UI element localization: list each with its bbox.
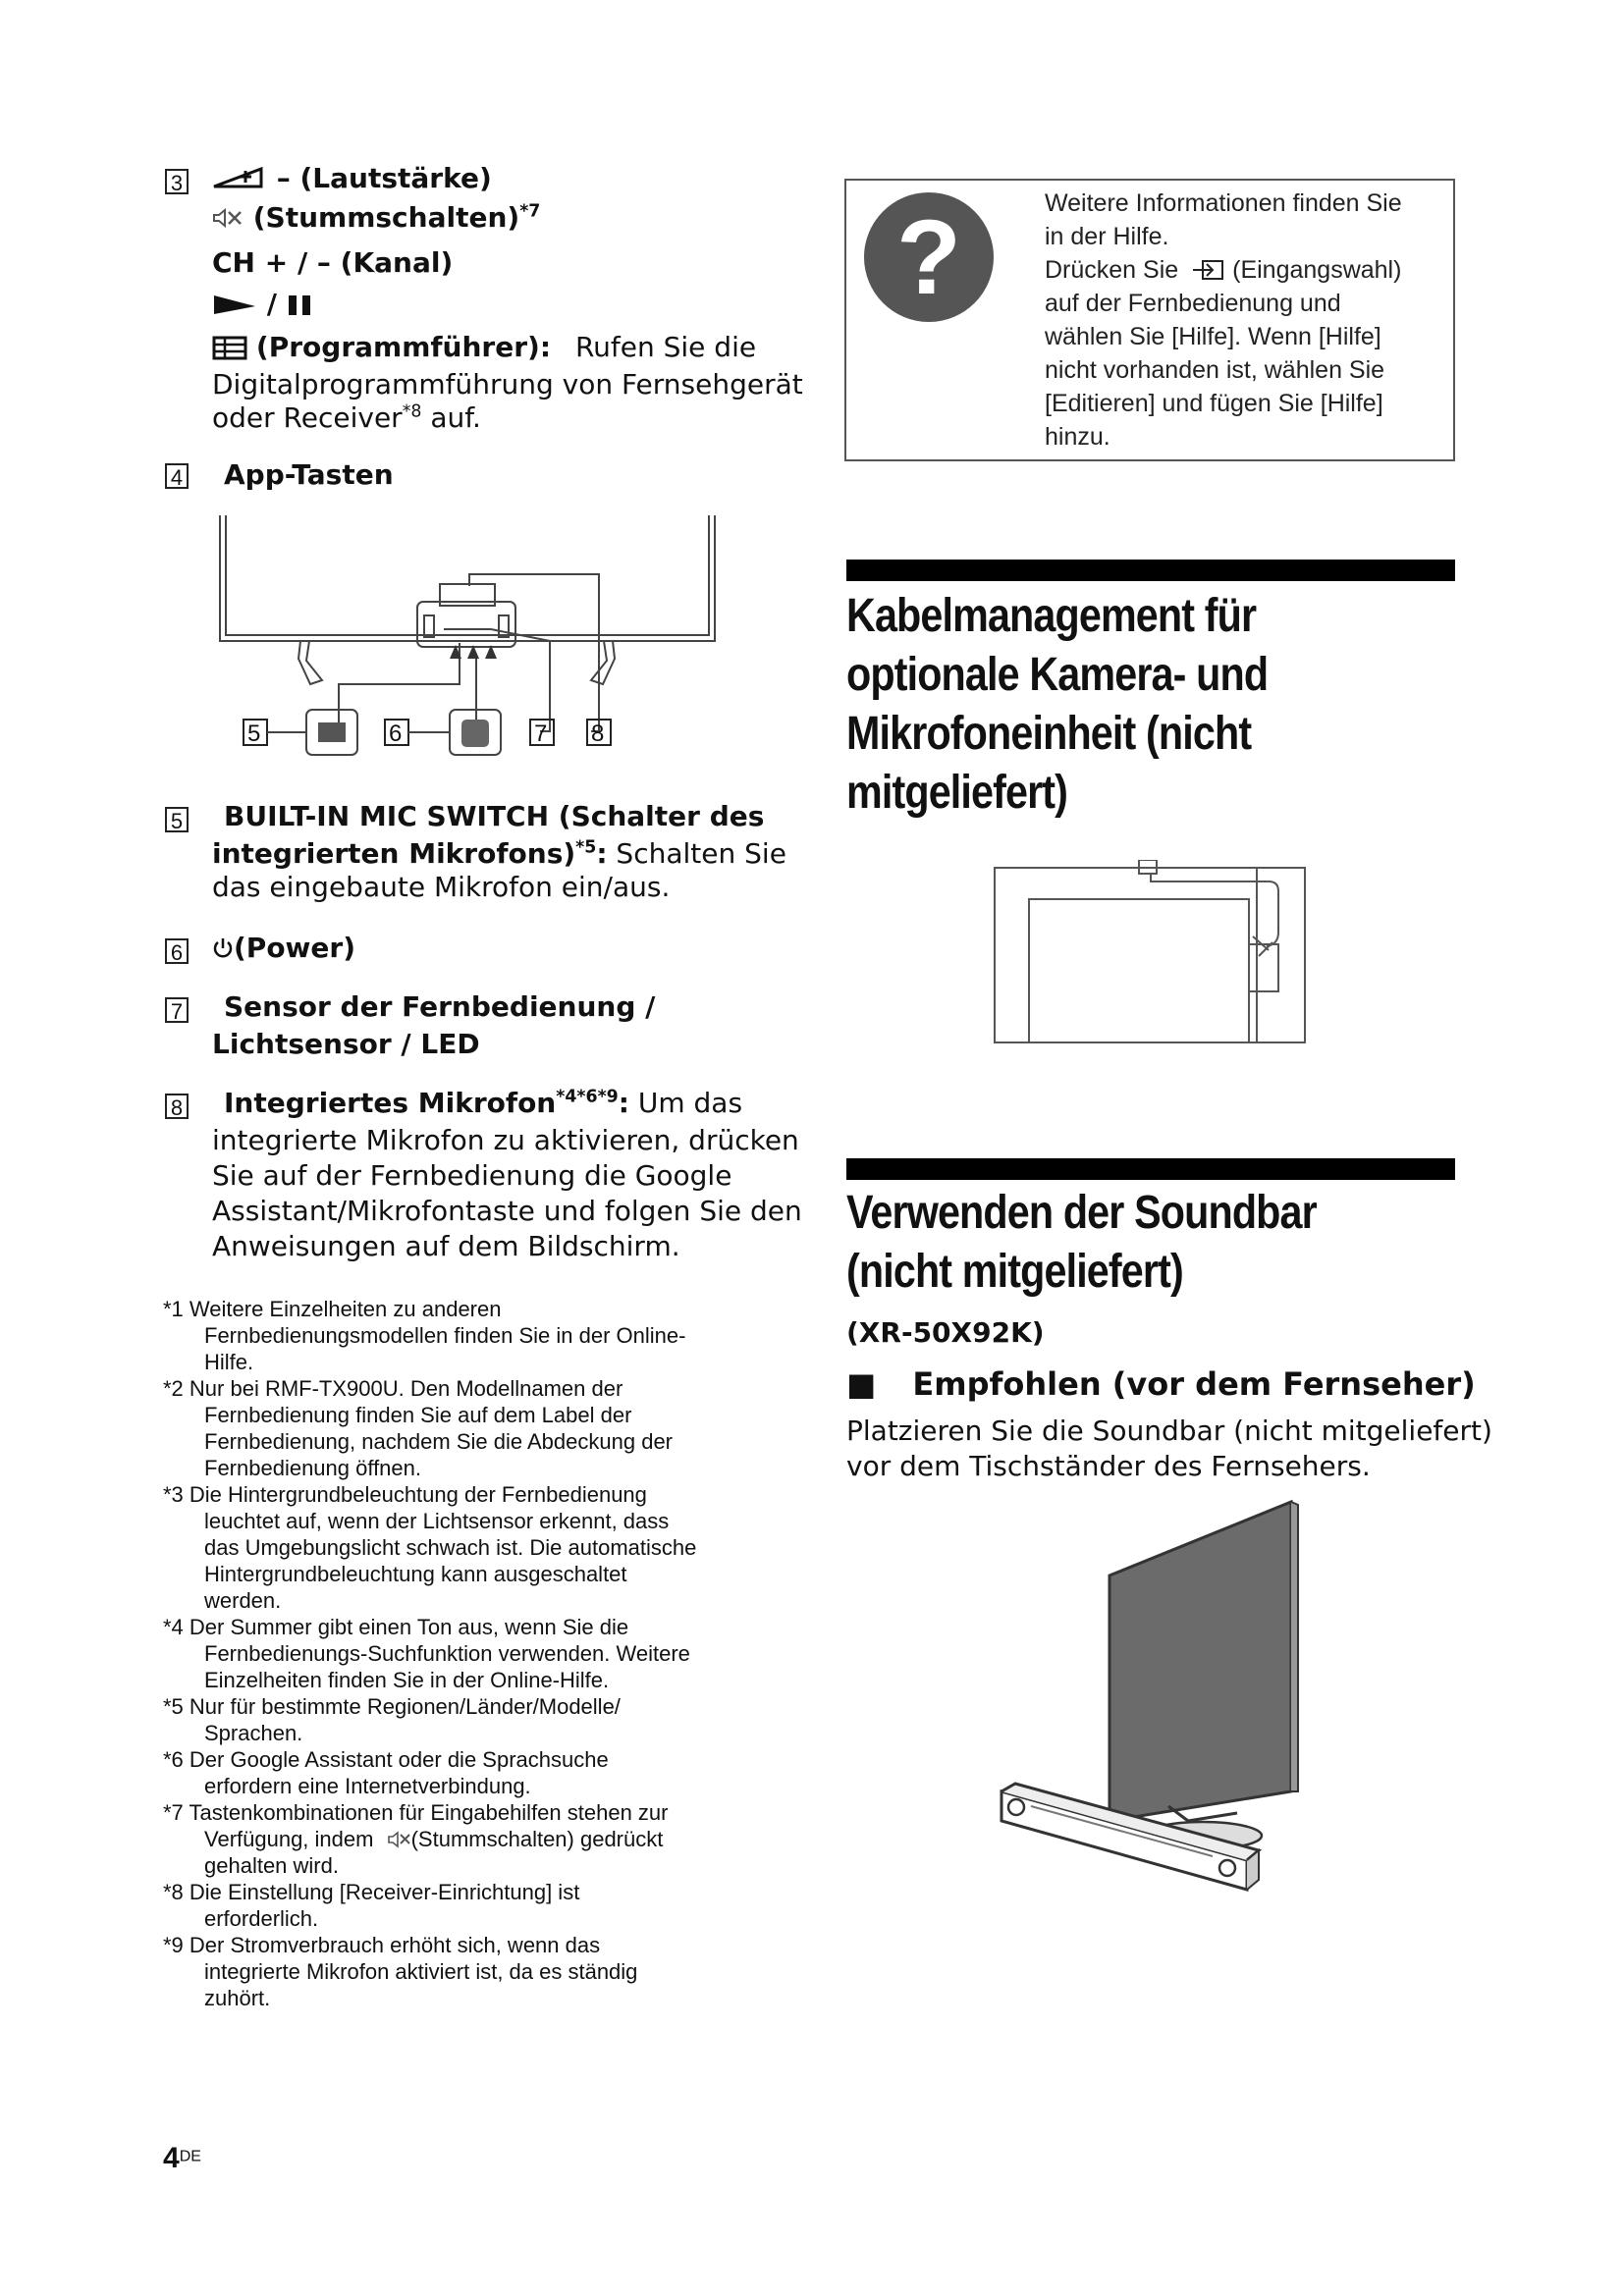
footnote-cont: integrierte Mikrofon aktiviert ist, da es ständig xyxy=(204,1959,638,1984)
footnote-cont: Fernbedienung, nachdem Sie die Abdeckung der xyxy=(204,1429,674,1454)
footnote7-text-pre: Verfügung, indem xyxy=(204,1827,374,1851)
help-info-line: auf der Fernbedienung und xyxy=(1045,290,1341,317)
mute-footnote-ref: *7 xyxy=(519,201,541,222)
help-info-box xyxy=(844,179,1455,461)
mic-desc-line: Anweisungen auf dem Bildschirm. xyxy=(212,1230,680,1262)
guide-line xyxy=(212,330,756,365)
mic-switch-desc-line2: das eingebaute Mikrofon ein/aus. xyxy=(212,871,671,903)
section-title-line: Kabelmanagement für xyxy=(846,590,1257,642)
footnote-3 xyxy=(163,1481,791,1614)
cable-management-diagram xyxy=(992,860,1308,1046)
footnote-cont: Fernbedienung finden Sie auf dem Label der xyxy=(204,1403,632,1427)
help-info-line: nicht vorhanden ist, wählen Sie xyxy=(1045,356,1385,384)
sensor-title: Sensor der Fernbedienung / xyxy=(224,990,656,1023)
footnote7-text-post: (Stummschalten) gedrückt xyxy=(410,1827,664,1851)
footnote-cont: Fernbedienung öffnen. xyxy=(204,1456,421,1480)
diagram-label-5: 5 xyxy=(247,721,261,747)
soundbar-body-line: vor dem Tischständer des Fernsehers. xyxy=(846,1450,1371,1482)
page-number xyxy=(163,2142,201,2175)
footnote-lead: *8 Die Einstellung [Receiver-Einrichtung] ist xyxy=(163,1880,580,1904)
mic-footnote-refs: *4*6*9 xyxy=(556,1087,619,1107)
footnote-cont: gehalten wird. xyxy=(204,1853,339,1878)
tv-bottom-diagram xyxy=(196,515,736,771)
diagram-label-6: 6 xyxy=(389,721,403,747)
guide-desc-line2: Digitalprogrammführung von Fernsehgerät xyxy=(212,368,803,400)
footnotes xyxy=(163,1296,791,2011)
mute-icon xyxy=(388,1831,411,1848)
power-label: (Power) xyxy=(234,932,356,964)
footnote-cont: leuchtet auf, wenn der Lichtsensor erkennt, dass xyxy=(204,1509,670,1533)
item-number-6: 6 xyxy=(165,938,189,964)
footnote-lead: *2 Nur bei RMF-TX900U. Den Modellnamen der xyxy=(163,1376,623,1401)
pause-icon xyxy=(287,293,314,316)
mute-label: (Stummschalten) xyxy=(252,201,520,234)
diagram-label-7: 7 xyxy=(534,721,548,747)
footnote-cont: erforderlich. xyxy=(204,1906,319,1931)
footnote-lead: *6 Der Google Assistant oder die Sprachsuche xyxy=(163,1747,609,1772)
footnote-lead: *9 Der Stromverbrauch erhöht sich, wenn das xyxy=(163,1933,601,1957)
play-icon xyxy=(212,293,257,316)
section-rule xyxy=(846,1158,1455,1180)
footnote-lead: *3 Die Hintergrundbeleuchtung der Fernbedienung xyxy=(163,1482,647,1507)
footnote-cont: Einzelheiten finden Sie in der Online-Hilfe. xyxy=(204,1668,610,1692)
footnote-cont: Fernbedienungs-Suchfunktion verwenden. Weitere xyxy=(204,1641,690,1666)
item-number-4: 4 xyxy=(165,463,189,489)
mute-line xyxy=(212,200,540,236)
help-info-line: [Editieren] und fügen Sie [Hilfe] xyxy=(1045,390,1383,417)
sensor-title-cont: Lichtsensor / LED xyxy=(212,1028,480,1060)
footnote-8 xyxy=(163,1879,791,1932)
mic-title-line xyxy=(224,1086,742,1121)
model-number: (XR-50X92K) xyxy=(846,1316,1045,1349)
help-info-text xyxy=(1045,187,1402,454)
guide-desc-start: Rufen Sie die xyxy=(574,331,757,363)
page-number-value: 4 xyxy=(163,2142,180,2174)
section-rule xyxy=(846,560,1455,581)
subheading-recommended xyxy=(846,1364,1476,1404)
help-info-line: in der Hilfe. xyxy=(1045,223,1169,250)
mic-switch-colon: : xyxy=(596,837,608,870)
diagram-label-8: 8 xyxy=(591,721,605,747)
help-input-select-label: (Eingangswahl) xyxy=(1232,256,1402,284)
volume-label: – (Lautstärke) xyxy=(276,162,492,194)
footnote-4 xyxy=(163,1614,791,1693)
soundbar-body xyxy=(846,1414,1492,1484)
footnote-5 xyxy=(163,1693,791,1746)
section-title-soundbar xyxy=(846,1184,1317,1302)
guide-label: (Programmführer): xyxy=(255,331,552,363)
help-info-line: hinzu. xyxy=(1045,423,1110,451)
section-title-line: Mikrofoneinheit (nicht xyxy=(846,708,1252,760)
subheading-text: Empfohlen (vor dem Fernseher) xyxy=(912,1365,1476,1403)
section-title-line: mitgeliefert) xyxy=(846,767,1068,819)
footnote-cont: zuhört. xyxy=(204,1986,271,2010)
footnote-cont: Fernbedienungsmodellen finden Sie in der Online- xyxy=(204,1323,686,1348)
footnote-1 xyxy=(163,1296,791,1375)
footnote-cont: Sprachen. xyxy=(204,1721,303,1745)
channel-label: CH + / – (Kanal) xyxy=(212,246,454,279)
volume-icon xyxy=(212,163,267,190)
item-number-7: 7 xyxy=(165,997,189,1023)
help-info-line: Weitere Informationen finden Sie xyxy=(1045,189,1402,217)
mic-desc-start: Um das xyxy=(628,1087,743,1119)
footnote-cont: Hilfe. xyxy=(204,1350,254,1374)
section-title-cable-management xyxy=(846,587,1268,823)
footnote-9 xyxy=(163,1932,791,2011)
section-title-line: optionale Kamera- und xyxy=(846,649,1269,701)
footnote-7 xyxy=(163,1799,791,1879)
play-pause-line xyxy=(212,287,314,322)
section-title-line: Verwenden der Soundbar xyxy=(846,1187,1317,1239)
footnote-2 xyxy=(163,1375,791,1481)
guide-desc-line3 xyxy=(212,400,481,436)
footnote-lead: *4 Der Summer gibt einen Ton aus, wenn Sie die xyxy=(163,1615,629,1639)
guide-icon xyxy=(212,335,247,360)
footnote-6 xyxy=(163,1746,791,1799)
mic-switch-desc-start: Schalten Sie xyxy=(607,837,786,870)
footnote-lead: *5 Nur für bestimmte Regionen/Länder/Modelle/ xyxy=(163,1694,621,1719)
mic-desc-line: Sie auf der Fernbedienung die Google xyxy=(212,1159,732,1192)
section-title-line: (nicht mitgeliefert) xyxy=(846,1246,1183,1298)
footnote-lead: *1 Weitere Einzelheiten zu anderen xyxy=(163,1297,502,1321)
mic-desc xyxy=(212,1123,802,1264)
mic-title: Integriertes Mikrofon xyxy=(224,1087,557,1119)
app-buttons-label: App-Tasten xyxy=(224,458,394,491)
help-info-line xyxy=(1045,253,1402,287)
help-press-text: Drücken Sie xyxy=(1045,256,1179,284)
power-line xyxy=(212,931,355,966)
footnote-cont: das Umgebungslicht schwach ist. Die automatische xyxy=(204,1535,697,1560)
item-number-3: 3 xyxy=(165,169,189,194)
footnote-cont: werden. xyxy=(204,1588,282,1613)
guide-desc-line3-end: auf. xyxy=(421,401,481,434)
power-icon xyxy=(212,936,234,960)
help-icon: ? xyxy=(864,192,994,322)
mic-desc-line: Assistant/Mikrofontaste und folgen Sie den xyxy=(212,1195,802,1227)
subheading-marker: ■ xyxy=(846,1365,877,1403)
footnote-cont xyxy=(163,1826,791,1852)
volume-line xyxy=(212,161,492,196)
footnote-cont: erfordern eine Internetverbindung. xyxy=(204,1774,531,1798)
mic-desc-line: integrierte Mikrofon zu aktivieren, drücken xyxy=(212,1124,799,1156)
page-language: DE xyxy=(179,2148,201,2165)
guide-desc-line3-text: oder Receiver xyxy=(212,401,403,434)
mic-switch-line2 xyxy=(212,836,786,872)
mute-icon xyxy=(212,206,244,230)
item-number-8: 8 xyxy=(165,1094,189,1119)
guide-footnote-ref: *8 xyxy=(402,401,422,422)
play-pause-separator: / xyxy=(266,288,277,320)
mic-switch-title: BUILT-IN MIC SWITCH (Schalter des xyxy=(224,800,765,832)
footnote-cont: Hintergrundbeleuchtung kann ausgeschaltet xyxy=(204,1562,627,1586)
mic-switch-title-cont: integrierten Mikrofons) xyxy=(212,837,576,870)
item-number-5: 5 xyxy=(165,807,189,832)
tv-soundbar-illustration xyxy=(992,1497,1306,1929)
help-info-line: wählen Sie [Hilfe]. Wenn [Hilfe] xyxy=(1045,323,1381,350)
mic-colon: : xyxy=(618,1087,629,1119)
mic-switch-footnote-ref: *5 xyxy=(575,837,597,858)
soundbar-body-line: Platzieren Sie die Soundbar (nicht mitgeliefert) xyxy=(846,1415,1492,1447)
footnote-lead: *7 Tastenkombinationen für Eingabehilfen stehen zur xyxy=(163,1800,669,1825)
input-select-icon xyxy=(1191,258,1226,282)
